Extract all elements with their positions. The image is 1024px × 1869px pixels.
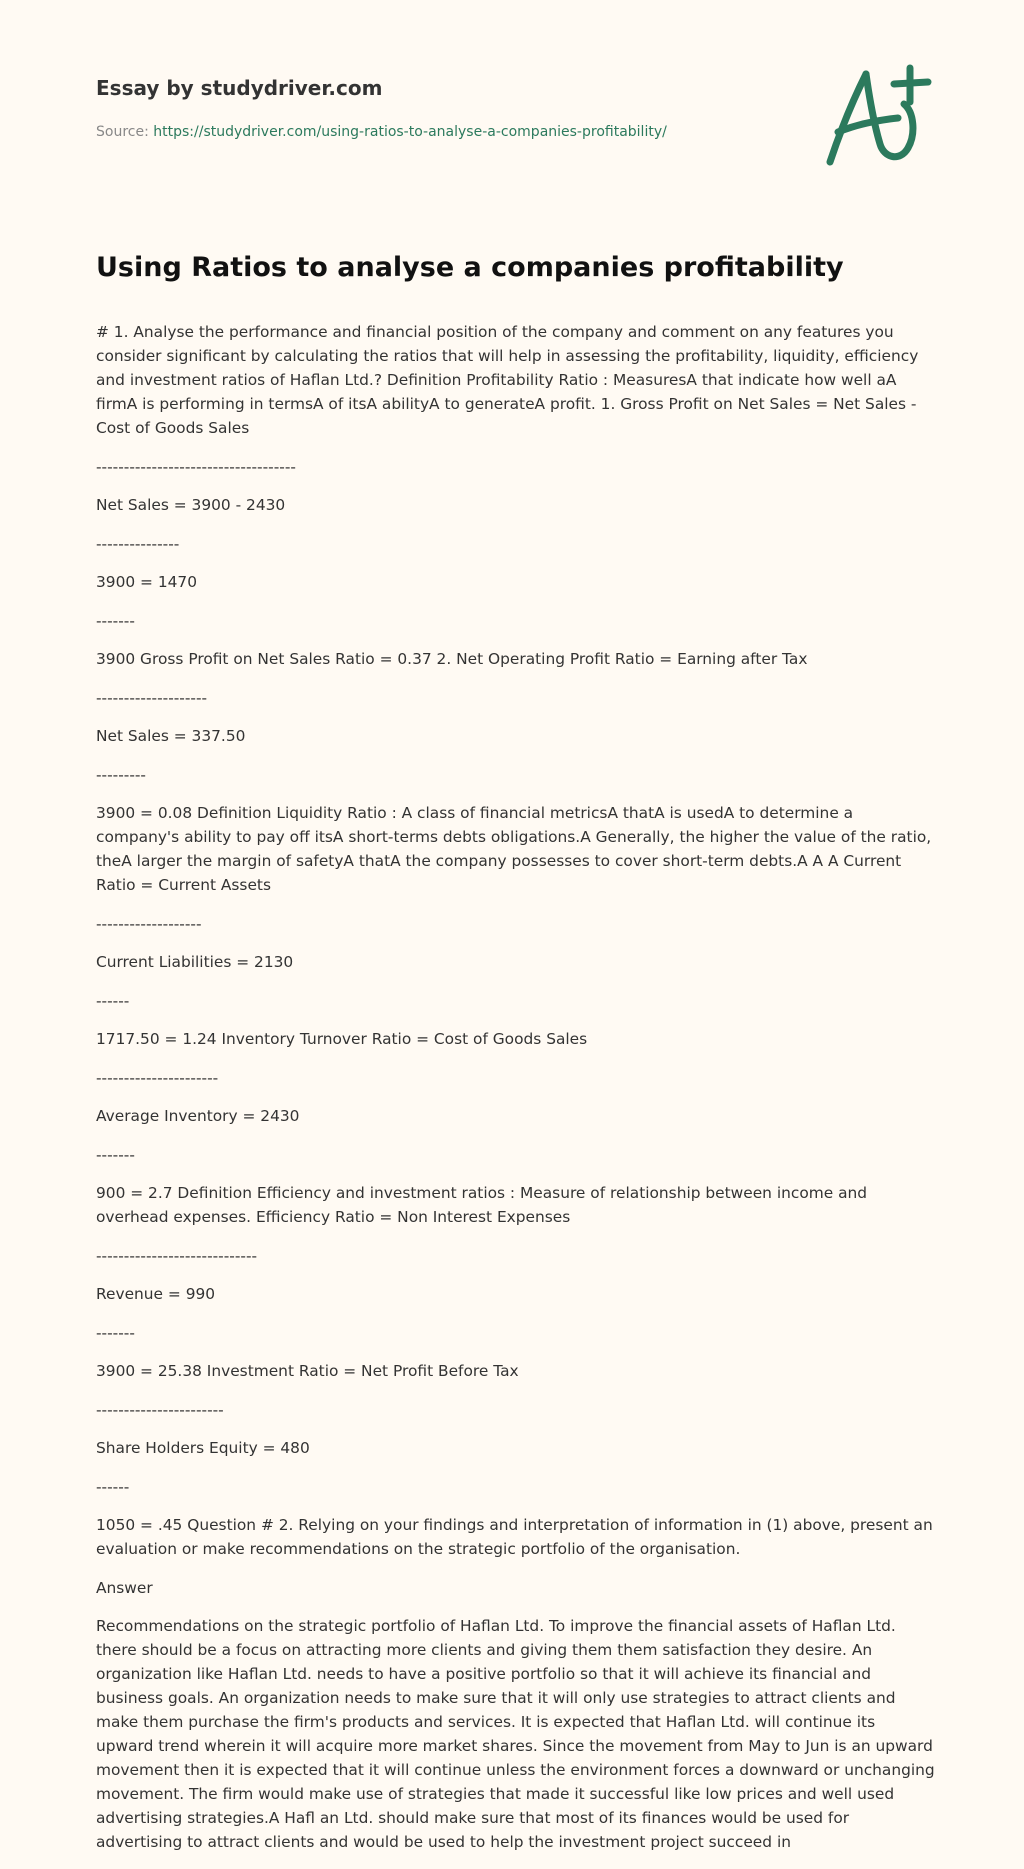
essay-paragraph: Average Inventory = 2430 bbox=[96, 1107, 300, 1125]
essay-paragraph: ------ bbox=[96, 1477, 130, 1496]
essay-paragraph: ----------------------- bbox=[96, 1400, 224, 1419]
essay-paragraph: 3900 = 25.38 Investment Ratio = Net Profit Before Tax bbox=[96, 1362, 519, 1380]
essay-paragraph: Share Holders Equity = 480 bbox=[96, 1439, 310, 1457]
a-plus-logo-icon bbox=[822, 62, 938, 172]
essay-paragraph: 3900 = 1470 bbox=[96, 573, 198, 591]
essay-paragraph: # 1. Analyse the performance and financial position of the company and comment on any features you consider significant by calculating the ratios that will help in assessing the profitability, liquidity, efficiency and investment ratios of Haflan Ltd.? Definition Profitability Ratio : MeasuresA that indicate how well aA firmA is performing in termsA of itsA abilityA to generateA profit. 1. Gross Profit on Net Sales = Net Sales - Cost of Goods Sales bbox=[96, 323, 919, 437]
source-label: Source: bbox=[96, 124, 149, 140]
essay-paragraph: ------ bbox=[96, 991, 130, 1010]
essay-paragraph: 900 = 2.7 Definition Efficiency and investment ratios : Measure of relationship between income and overhead expenses. Efficiency Ratio = Non Interest Expenses bbox=[96, 1184, 868, 1226]
essay-paragraph: --------- bbox=[96, 765, 146, 784]
essay-title: Using Ratios to analyse a companies profitability bbox=[96, 252, 844, 283]
source-line bbox=[96, 124, 667, 140]
source-link[interactable]: https://studydriver.com/using-ratios-to-analyse-a-companies-profitability/ bbox=[153, 124, 667, 140]
essay-paragraph: ---------------------- bbox=[96, 1068, 219, 1087]
essay-paragraph: ------------------- bbox=[96, 914, 202, 933]
essay-paragraph: Recommendations on the strategic portfolio of Haflan Ltd. To improve the financial assets of Haflan Ltd. there should be a focus on attracting more clients and giving them them satisfaction they desire. An organization like Haflan Ltd. needs to have a positive portfolio so that it will achieve its financial and business goals. An organization needs to make sure that it will only use strategies to attract clients and make them purchase the firm's products and services. It is expected that Haflan Ltd. will continue its upward trend wherein it will acquire more market shares. Since the movement from May to Jun is an upward movement then it is expected that it will continue unless the environment forces a downward or unchanging movement. The firm would make use of strategies that made it successful like low prices and well used advertising strategies.A Hafl an Ltd. should make sure that most of its finances would be used for advertising to attract clients and would be used to help the investment project succeed in bbox=[96, 1617, 935, 1851]
essay-paragraph: -------------------- bbox=[96, 688, 208, 707]
essay-paragraph: Net Sales = 337.50 bbox=[96, 727, 246, 745]
essay-paragraph: 3900 Gross Profit on Net Sales Ratio = 0.37 2. Net Operating Profit Ratio = Earning after Tax bbox=[96, 650, 808, 668]
essay-paragraph: ------- bbox=[96, 1145, 135, 1164]
essay-paragraph: Answer bbox=[96, 1578, 153, 1597]
essay-paragraph: ------- bbox=[96, 611, 135, 630]
brand-title: Essay by studydriver.com bbox=[96, 76, 383, 100]
essay-paragraph: ----------------------------- bbox=[96, 1246, 258, 1265]
essay-paragraph: --------------- bbox=[96, 534, 180, 553]
essay-paragraph: 1717.50 = 1.24 Inventory Turnover Ratio = Cost of Goods Sales bbox=[96, 1030, 588, 1048]
essay-paragraph: ------- bbox=[96, 1323, 135, 1342]
essay-body bbox=[96, 320, 936, 1869]
essay-paragraph: Revenue = 990 bbox=[96, 1285, 216, 1303]
essay-paragraph: Net Sales = 3900 - 2430 bbox=[96, 496, 286, 514]
essay-paragraph: 3900 = 0.08 Definition Liquidity Ratio : A class of financial metricsA thatA is usedA to determine a company's ability to pay off itsA short-terms debts obligations.A Generally, the higher the value of the ratio, theA larger the margin of safetyA thatA the company possesses to cover short-term debts.A A A Current Ratio = Current Assets bbox=[96, 804, 932, 894]
essay-paragraph: ------------------------------------ bbox=[96, 457, 296, 476]
essay-paragraph: 1050 = .45 Question # 2. Relying on your findings and interpretation of information in (1) above, present an evaluation or make recommendations on the strategic portfolio of the organisation. bbox=[96, 1516, 933, 1558]
essay-paragraph: Current Liabilities = 2130 bbox=[96, 953, 294, 971]
